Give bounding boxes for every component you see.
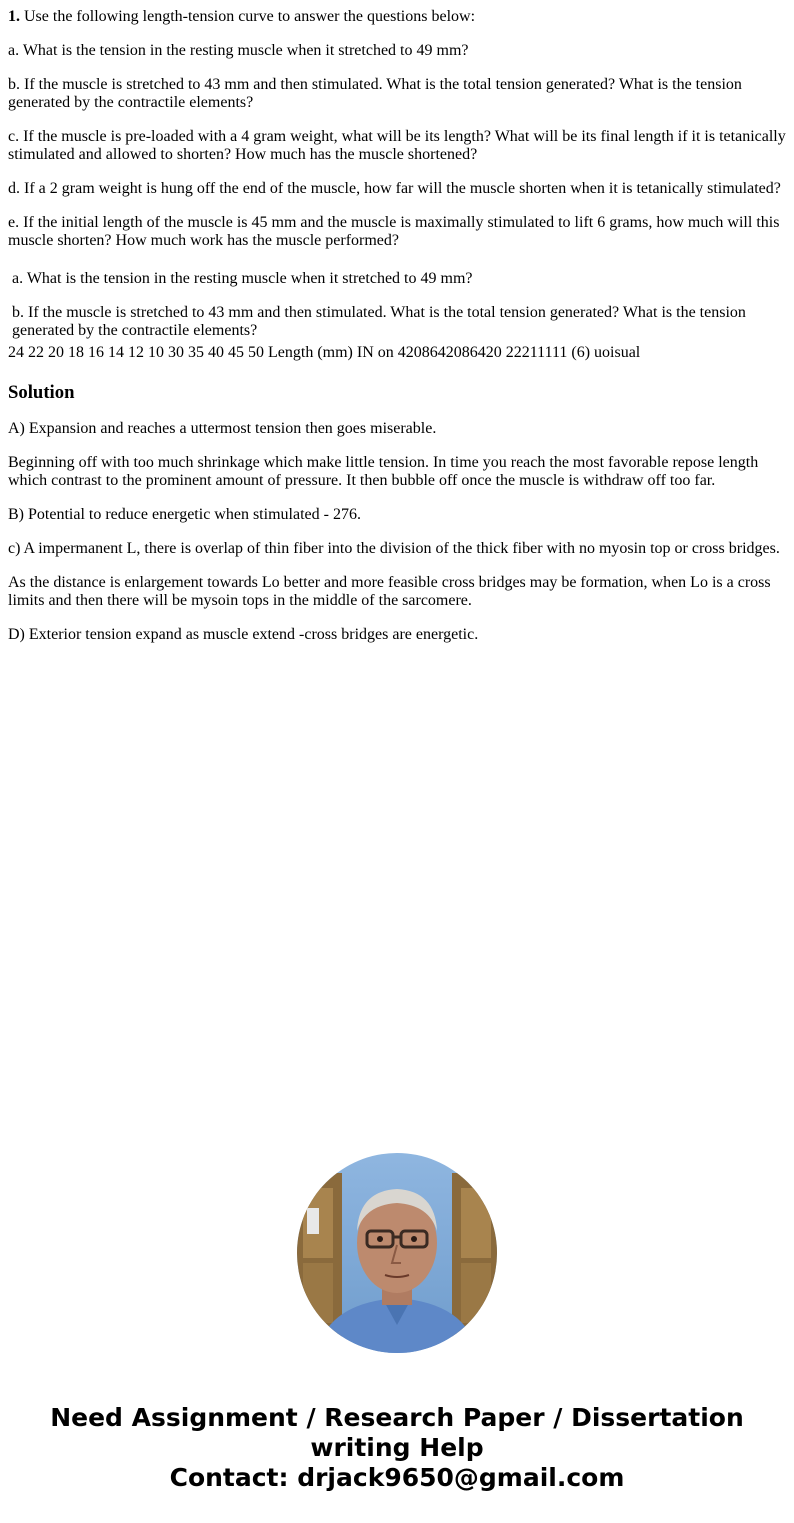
solution-paragraph: D) Exterior tension expand as muscle extend -cross bridges are energetic. [8, 626, 479, 643]
solution-paragraph: B) Potential to reduce energetic when stimulated - 276. [8, 506, 361, 523]
solution-paragraph: A) Expansion and reaches a uttermost tension then goes miserable. [8, 420, 437, 437]
question-part-a: a. What is the tension in the resting muscle when it stretched to 49 mm? [8, 42, 469, 59]
solution-heading: Solution [8, 382, 75, 403]
contact-banner [0, 1403, 794, 1493]
repeated-part-b: b. If the muscle is stretched to 43 mm and then stimulated. What is the total tension generated? What is the tension generated by the contractile elements? [12, 304, 746, 339]
solution-paragraph: Beginning off with too much shrinkage which make little tension. In time you reach the most favorable repose length which contrast to the prominent amount of pressure. It then bubble off once the muscle is withdraw off too far. [8, 454, 759, 489]
question-part-d: d. If a 2 gram weight is hung off the end of the muscle, how far will the muscle shorten when it is tetanically stimulated? [8, 180, 781, 197]
question-intro [8, 8, 788, 26]
person-portrait-icon [297, 1153, 497, 1353]
question-part-b: b. If the muscle is stretched to 43 mm and then stimulated. What is the total tension generated? What is the tension generated by the contractile elements? [8, 76, 742, 111]
chart-extracted-text: 24 22 20 18 16 14 12 10 30 35 40 45 50 Length (mm) IN on 4208642086420 22211111 (6) uoisual [8, 344, 641, 361]
cta-contact-email: Contact: drjack9650@gmail.com [169, 1463, 625, 1492]
cta-line-2: writing Help [310, 1433, 484, 1462]
question-part-e: e. If the initial length of the muscle is 45 mm and the muscle is maximally stimulated to lift 6 grams, how much will this muscle shorten? How much work has the muscle performed? [8, 214, 780, 249]
document-content [8, 8, 788, 660]
repeated-part-a: a. What is the tension in the resting muscle when it stretched to 49 mm? [12, 270, 473, 287]
question-intro-text: Use the following length-tension curve to answer the questions below: [24, 8, 476, 25]
solution-paragraph: As the distance is enlargement towards Lo better and more feasible cross bridges may be formation, when Lo is a cross limits and then there will be mysoin tops in the middle of the sarcomere. [8, 574, 771, 609]
solution-paragraph: c) A impermanent L, there is overlap of thin fiber into the division of the thick fiber with no myosin top or cross bridges. [8, 540, 780, 557]
question-number: 1. [8, 8, 20, 25]
question-part-c: c. If the muscle is pre-loaded with a 4 gram weight, what will be its length? What will be its final length if it is tetanically stimulated and allowed to shorten? How much has the muscle shortened? [8, 128, 786, 163]
cta-line-1: Need Assignment / Research Paper / Dissertation [50, 1403, 744, 1432]
